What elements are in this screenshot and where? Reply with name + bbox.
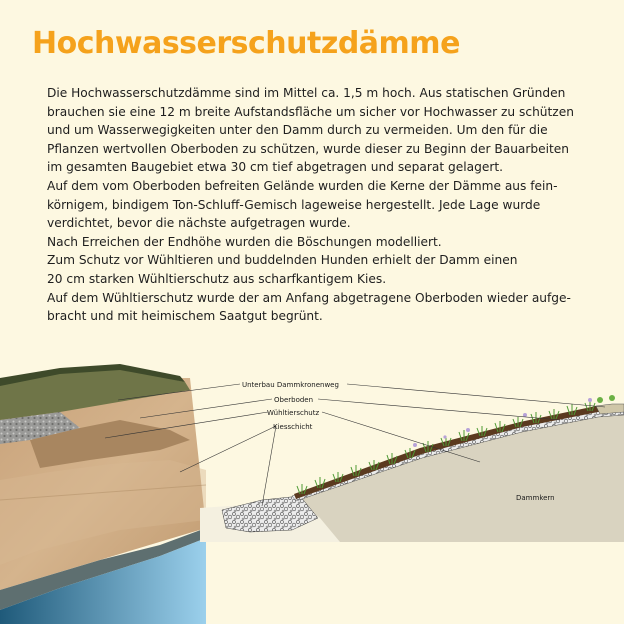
body-line: Pflanzen wertvollen Oberboden zu schützen, wurde dieser zu Beginn der Bauarbeiten bbox=[47, 141, 570, 156]
body-line: Auf dem Wühltierschutz wurde der am Anfang abgetragene Oberboden wieder aufge- bbox=[47, 290, 571, 305]
page-title: Hochwasserschutzdämme bbox=[32, 26, 460, 61]
label-unterbau-dammkronenweg: Unterbau Dammkronenweg bbox=[242, 381, 339, 389]
label-kiesschicht: Kiesschicht bbox=[273, 423, 313, 431]
body-line: Zum Schutz vor Wühltieren und buddelnden Hunden erhielt der Damm einen bbox=[47, 253, 518, 268]
label-wuehltierschutz: Wühltierschutz bbox=[267, 409, 320, 417]
dam-section bbox=[200, 395, 624, 542]
label-oberboden: Oberboden bbox=[274, 396, 314, 404]
body-line: Nach Erreichen der Endhöhe wurden die Böschungen modelliert. bbox=[47, 234, 442, 249]
label-dammkern: Dammkern bbox=[516, 494, 555, 502]
crest-shrubs bbox=[597, 395, 615, 403]
body-line: Auf dem vom Oberboden befreiten Gelände wurden die Kerne der Dämme aus fein- bbox=[47, 178, 558, 193]
body-line: 20 cm starken Wühltierschutz aus scharfkantigem Kies. bbox=[47, 271, 387, 286]
construction-photo bbox=[0, 364, 206, 624]
dam-cross-section-diagram bbox=[0, 360, 624, 624]
body-line: verdichtet, bevor die nächste aufgetragen wurde. bbox=[47, 216, 351, 231]
dammkern-area bbox=[292, 408, 624, 542]
body-line: körnigem, bindigem Ton-Schluff-Gemisch lageweise hergestellt. Jede Lage wurde bbox=[47, 197, 541, 212]
dammkronenweg bbox=[596, 404, 624, 414]
body-line: Die Hochwasserschutzdämme sind im Mittel ca. 1,5 m hoch. Aus statischen Gründen bbox=[47, 86, 566, 100]
body-line: im gesamten Baugebiet etwa 30 cm tief abgetragen und separat gelagert. bbox=[47, 160, 503, 175]
body-line: und um Wasserwegigkeiten unter den Damm durch zu vermeiden. Um den für die bbox=[47, 123, 548, 138]
body-text bbox=[47, 84, 607, 326]
body-line: brauchen sie eine 12 m breite Aufstandsfläche um sicher vor Hochwasser zu schützen bbox=[47, 104, 574, 119]
body-line: bracht und mit heimischem Saatgut begrünt. bbox=[47, 309, 323, 324]
